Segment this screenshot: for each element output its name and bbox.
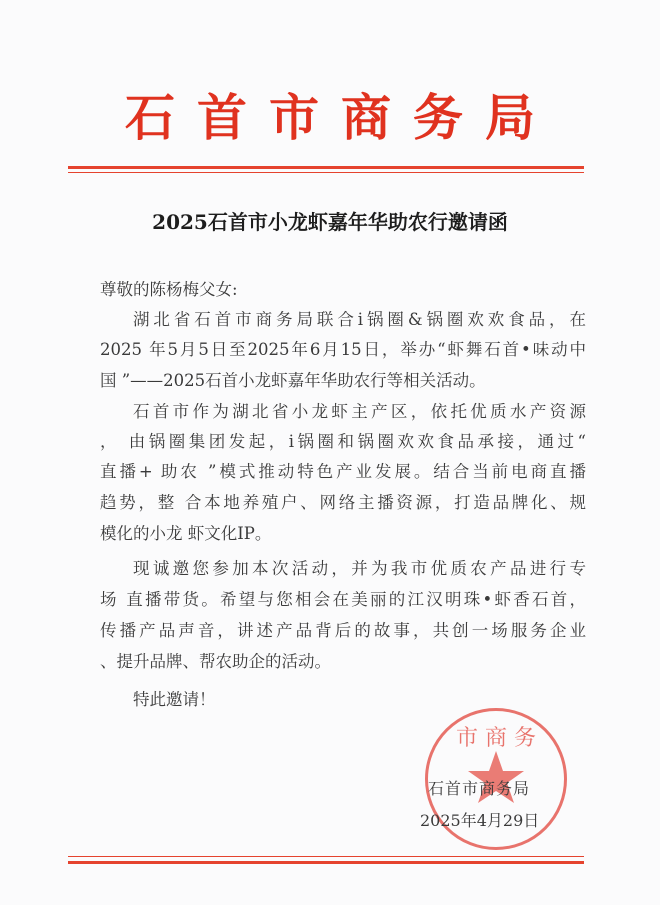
body-line: 模化的小龙 虾文化IP。 xyxy=(100,524,272,543)
body-line: 、提升品牌、帮农助企的活动。 xyxy=(100,652,331,671)
footer-rule-thick xyxy=(68,861,584,864)
body-line: 直播+ 助农 ”模式推动特色产业发展。结合当前电商直播 xyxy=(100,462,586,481)
body-line: 传播产品声音，讲述产品背后的故事，共创一场服务企业 xyxy=(100,621,586,640)
date: 2025年4月29日 xyxy=(420,811,540,830)
body-line: 2025 年5月5日至2025年6月15日，举办“虾舞石首•味动中 xyxy=(100,340,586,359)
letterhead: 石首市商务局 xyxy=(125,88,557,147)
salutation: 尊敬的陈杨梅父女: xyxy=(100,280,238,299)
body-line: 国 ”——2025石首小龙虾嘉年华助农行等相关活动。 xyxy=(100,371,486,390)
header-rule-thick xyxy=(68,166,584,169)
body-line: 场 直播带货。希望与您相会在美丽的江汉明珠•虾香石首， xyxy=(100,590,586,609)
body-line: 湖北省石首市商务局联合i锅圈&锅圈欢欢食品，在 xyxy=(133,310,586,329)
body-line: 石首市作为湖北省小龙虾主产区，依托优质水产资源 xyxy=(133,402,586,421)
body-line: 趋势，整 合本地养殖户、网络主播资源，打造品牌化、规 xyxy=(100,493,586,512)
signature: 石首市商务局 xyxy=(428,779,531,798)
footer-rule-thin xyxy=(68,856,584,857)
body-line: ， 由锅圈集团发起，i锅圈和锅圈欢欢食品承接，通过“ xyxy=(100,432,586,451)
closing: 特此邀请！ xyxy=(133,690,216,709)
header-rule-thin xyxy=(68,172,584,173)
body-line: 现诚邀您参加本次活动，并为我市优质农产品进行专 xyxy=(133,559,586,578)
svg-text:市 商 务: 市 商 务 xyxy=(456,726,536,751)
document-title: 2025石首市小龙虾嘉年华助农行邀请函 xyxy=(152,210,508,234)
